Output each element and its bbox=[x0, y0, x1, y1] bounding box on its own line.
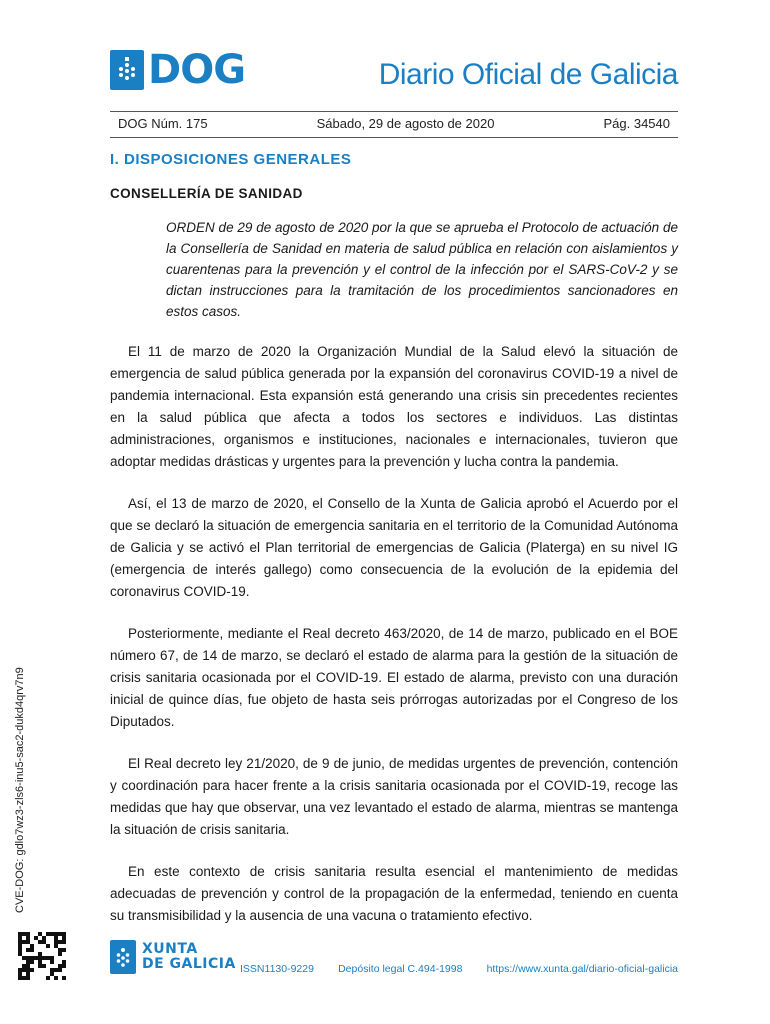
body-paragraph: El Real decreto ley 21/2020, de 9 de junio, de medidas urgentes de prevención, contención y coordinación para hacer frente a la crisis sanitaria ocasionada por el COVID-19, recoge las medidas que hay que observar, una vez levantado el estado de alarma, mientras se mantenga la situación de crisis sanitaria. bbox=[110, 756, 678, 837]
order-summary: ORDEN de 29 de agosto de 2020 por la que se aprueba el Protocolo de actuación de la Consellería de Sanidad en materia de salud pública en relación con aislamientos y cuarentenas para la prevención y el control de la infección por el SARS-CoV-2 y se dictan instrucciones para la tramitación de los procedimientos sancionadores en estos casos. bbox=[166, 220, 678, 319]
body-paragraph: Así, el 13 de marzo de 2020, el Consello de la Xunta de Galicia aprobó el Acuerdo por el que se declaró la situación de emergencia sanitaria en el territorio de la Comunidad Autónoma de Galicia y se activó el Plan territorial de emergencias de Galicia (Platerga) en su nivel IG (emergencia de interés gallego) como consecuencia de la evolución de la epidemia del coronavirus COVID-19. bbox=[110, 496, 678, 599]
body-paragraph: En este contexto de crisis sanitaria resulta esencial el mantenimiento de medidas adecuadas de prevención y control de la propagación de la enfermedad, teniendo en cuenta su transmisibilidad y la ausencia de una vacuna o tratamiento efectivo. bbox=[110, 864, 678, 923]
xunta-brand bbox=[142, 942, 236, 972]
newspaper-title: Diario Oficial de Galicia bbox=[378, 58, 678, 91]
issn: ISSN1130-9229 bbox=[240, 963, 314, 975]
section-title: I. DISPOSICIONES GENERALES bbox=[110, 151, 352, 168]
body-paragraph: El 11 de marzo de 2020 la Organización Mundial de la Salud elevó la situación de emergencia de salud pública generada por la expansión del coronavirus COVID-19 a nivel de pandemia internacional. Esta expansión está generando una crisis sin precedentes recientes en la salud pública que afecta a todos los sectores e individuos. Las distintas administraciones, organismos e instituciones, nacionales e internacionales, tuvieron que adoptar medidas drásticas y urgentes para la prevención y lucha contra la pandemia. bbox=[110, 344, 678, 469]
dog-logo bbox=[110, 47, 246, 93]
brand-line1: XUNTA bbox=[142, 941, 198, 957]
page-number: Pág. 34540 bbox=[603, 116, 670, 131]
header-top-rule bbox=[110, 111, 678, 112]
galicia-shield-icon bbox=[110, 50, 144, 90]
footer-links bbox=[240, 963, 678, 975]
department-title: CONSELLERÍA DE SANIDAD bbox=[110, 186, 303, 201]
header-bottom-rule bbox=[110, 137, 678, 138]
xunta-shield-icon bbox=[110, 940, 136, 974]
issue-date: Sábado, 29 de agosto de 2020 bbox=[316, 116, 495, 131]
document-body bbox=[110, 341, 678, 947]
xunta-logo bbox=[110, 940, 236, 974]
qr-code-icon bbox=[18, 932, 66, 980]
issue-header bbox=[118, 116, 670, 131]
logo-wordmark: DOG bbox=[148, 47, 246, 93]
issue-number: DOG Núm. 175 bbox=[118, 116, 208, 131]
cve-code: CVE-DOG: gdlo7wz3-zls6-inu5-sac2-dukd4qrv7n9 bbox=[14, 667, 26, 913]
footer-url-link[interactable]: https://www.xunta.gal/diario-oficial-galicia bbox=[486, 963, 678, 975]
legal-deposit: Depósito legal C.494-1998 bbox=[338, 963, 463, 975]
body-paragraph: Posteriormente, mediante el Real decreto 463/2020, de 14 de marzo, publicado en el BOE número 67, de 14 de marzo, se declaró el estado de alarma para la gestión de la situación de crisis sanitaria ocasionada por el COVID-19. El estado de alarma, previsto con una duración inicial de quince días, fue objeto de hasta seis prórrogas autorizadas por el Congreso de los Diputados. bbox=[110, 626, 678, 729]
brand-line2: DE GALICIA bbox=[142, 956, 236, 972]
